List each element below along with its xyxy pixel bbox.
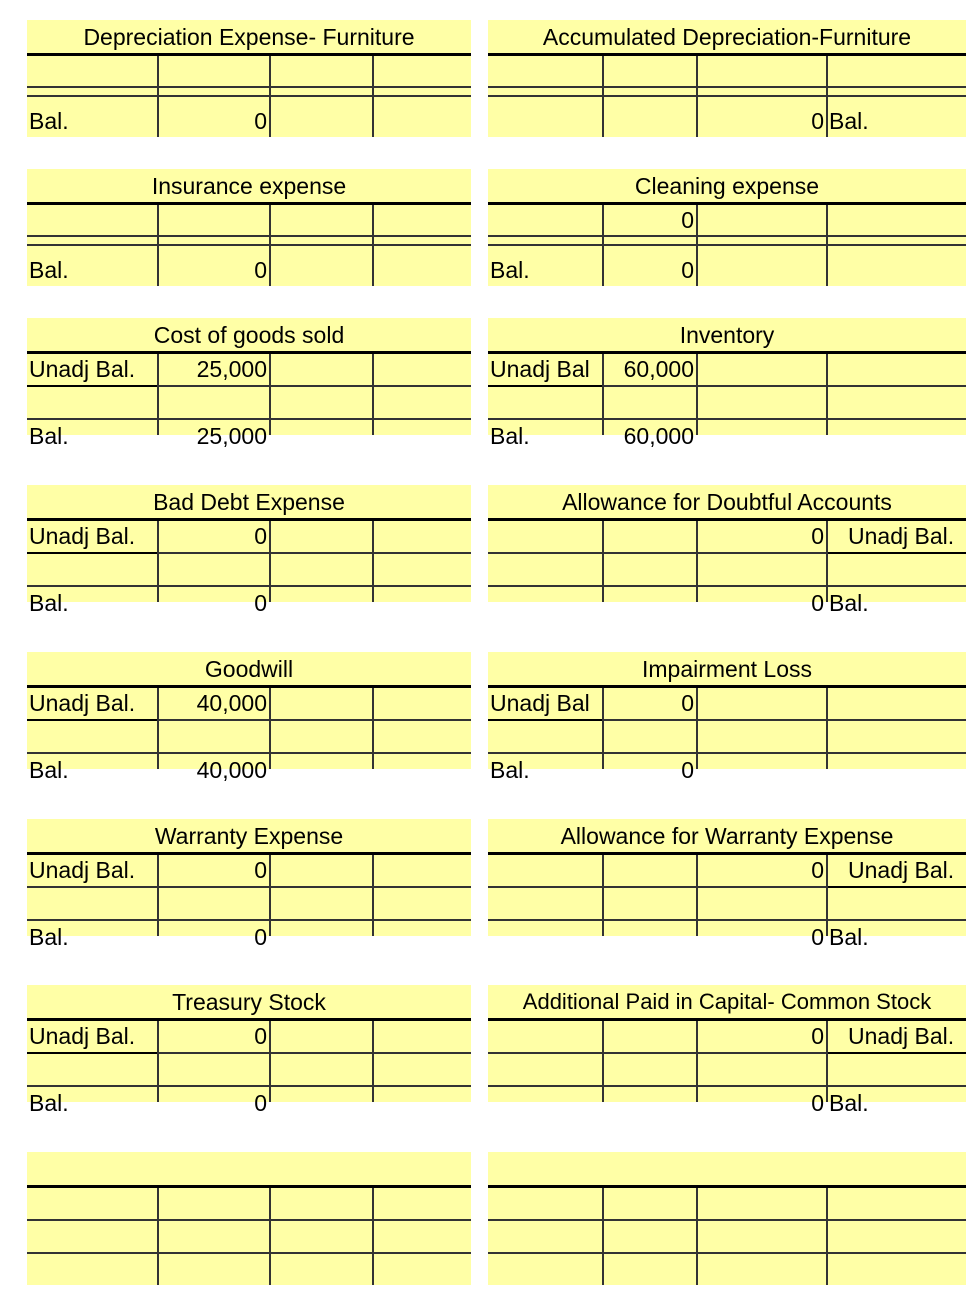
balance-label: Bal. <box>29 1090 69 1116</box>
unadj-balance-value: 0 <box>254 1023 267 1049</box>
unadj-balance-value: 25,000 <box>196 356 267 382</box>
account-title: Depreciation Expense- Furniture <box>83 24 415 50</box>
account-title: Cleaning expense <box>634 173 820 199</box>
balance-label: Bal. <box>829 1090 869 1116</box>
t-account-blank-right <box>488 1152 966 1285</box>
balance-label: Bal. <box>490 257 530 283</box>
unadj-balance-value: 60,000 <box>623 356 694 382</box>
balance-label: Bal. <box>29 590 69 616</box>
unadj-balance-label: Unadj Bal. <box>29 690 136 716</box>
account-title: Accumulated Depreciation-Furniture <box>542 24 912 50</box>
unadj-balance-value: 0 <box>811 523 824 549</box>
t-account-blank-left <box>27 1152 471 1285</box>
account-title: Allowance for Warranty Expense <box>560 823 894 849</box>
unadj-balance-value: 0 <box>811 857 824 883</box>
account-title: Impairment Loss <box>641 656 812 682</box>
account-title: Allowance for Doubtful Accounts <box>562 489 892 515</box>
unadj-balance-label: Unadj Bal. <box>29 523 136 549</box>
t-account-insurance-expense <box>27 169 471 286</box>
balance-debit-value: 0 <box>254 590 267 616</box>
t-account-allowance-for-warranty-expense <box>488 819 966 950</box>
balance-debit-value: 25,000 <box>196 423 267 449</box>
t-account-treasury-stock <box>27 985 471 1116</box>
t-account-cost-of-goods-sold <box>27 318 471 449</box>
balance-credit-value: 0 <box>811 590 824 616</box>
balance-label: Bal. <box>29 757 69 783</box>
unadj-balance-label: Unadj Bal. <box>848 523 955 549</box>
t-account-goodwill <box>27 652 471 783</box>
unadj-balance-label: Unadj Bal. <box>29 857 136 883</box>
balance-credit-value: 0 <box>811 108 824 134</box>
unadj-balance-value: 40,000 <box>196 690 267 716</box>
unadj-balance-value: 0 <box>811 1023 824 1049</box>
balance-label: Bal. <box>29 257 69 283</box>
unadj-balance-label: Unadj Bal. <box>29 1023 136 1049</box>
balance-debit-value: 60,000 <box>623 423 694 449</box>
balance-debit-value: 40,000 <box>196 757 267 783</box>
unadj-balance-label: Unadj Bal. <box>848 1023 955 1049</box>
balance-debit-value: 0 <box>254 108 267 134</box>
t-account-inventory <box>488 318 966 449</box>
account-title: Warranty Expense <box>154 823 344 849</box>
account-title: Cost of goods sold <box>153 322 345 348</box>
t-account-warranty-expense <box>27 819 471 950</box>
account-title: Bad Debt Expense <box>153 489 345 515</box>
t-account-accumulated-depreciation-furniture <box>488 20 966 137</box>
balance-debit-value: 0 <box>254 257 267 283</box>
entry-debit-value: 0 <box>681 207 694 233</box>
balance-credit-value: 0 <box>811 924 824 950</box>
balance-debit-value: 0 <box>254 924 267 950</box>
balance-debit-value: 0 <box>681 757 694 783</box>
account-title: Goodwill <box>204 656 294 682</box>
t-account-cleaning-expense <box>488 169 966 286</box>
unadj-balance-value: 0 <box>681 690 694 716</box>
account-title <box>27 1152 471 1186</box>
account-title: Inventory <box>679 322 775 348</box>
t-account-bad-debt-expense <box>27 485 471 616</box>
unadj-balance-label: Unadj Bal <box>490 356 590 382</box>
balance-debit-value: 0 <box>254 1090 267 1116</box>
t-account-allowance-for-doubtful-accounts <box>488 485 966 616</box>
account-title <box>488 1152 966 1186</box>
account-title: Insurance expense <box>151 173 347 199</box>
unadj-balance-value: 0 <box>254 857 267 883</box>
balance-credit-value: 0 <box>811 1090 824 1116</box>
balance-label: Bal. <box>29 423 69 449</box>
account-title: Additional Paid in Capital- Common Stock <box>522 989 932 1014</box>
unadj-balance-label: Unadj Bal <box>490 690 590 716</box>
t-account-additional-paid-in-capital-common-stock <box>488 985 966 1116</box>
balance-label: Bal. <box>829 924 869 950</box>
unadj-balance-label: Unadj Bal. <box>29 356 136 382</box>
balance-label: Bal. <box>490 757 530 783</box>
unadj-balance-label: Unadj Bal. <box>848 857 955 883</box>
balance-label: Bal. <box>29 924 69 950</box>
t-account-depreciation-expense-furniture <box>27 20 471 137</box>
balance-debit-value: 0 <box>681 257 694 283</box>
balance-label: Bal. <box>29 108 69 134</box>
account-title: Treasury Stock <box>172 989 326 1015</box>
unadj-balance-value: 0 <box>254 523 267 549</box>
balance-label: Bal. <box>829 108 869 134</box>
t-account-impairment-loss <box>488 652 966 783</box>
balance-label: Bal. <box>490 423 530 449</box>
balance-label: Bal. <box>829 590 869 616</box>
